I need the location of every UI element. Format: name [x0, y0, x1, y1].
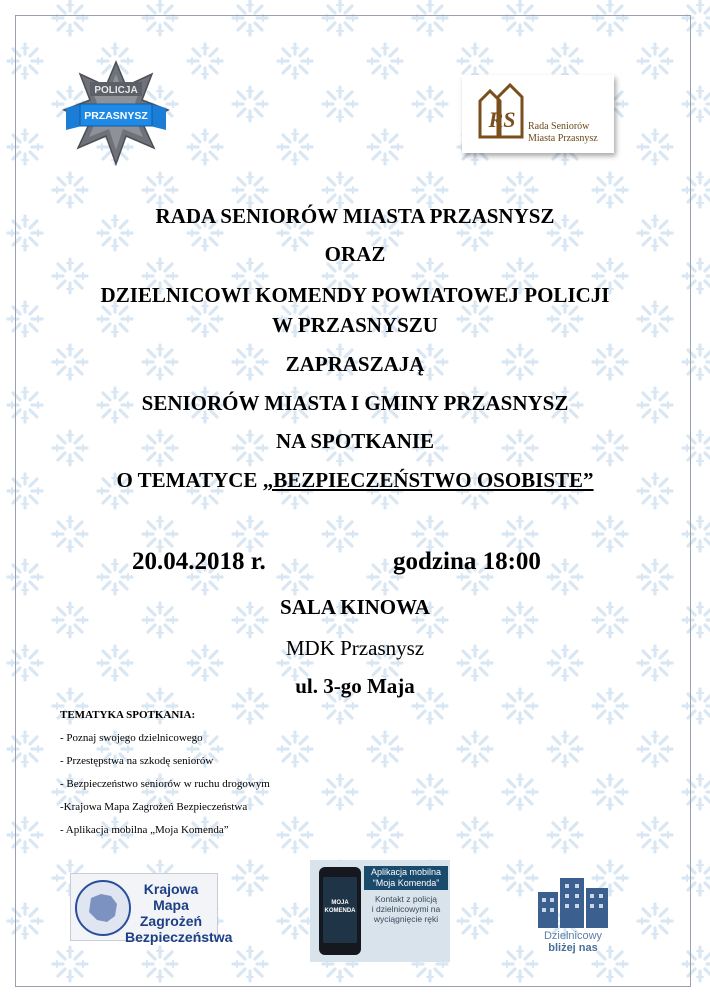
event-place: MDK Przasnysz [285, 636, 425, 660]
rada-line2: Miasta Przasnysz [528, 133, 598, 144]
heading-line-5: ZAPRASZAJĄ [285, 352, 425, 376]
phone-app-label [323, 899, 357, 915]
phone-screen [323, 877, 357, 943]
heading-line-6: SENIORÓW MIASTA I GMINY PRZASNYSZ [141, 391, 569, 415]
topics-title: TEMATYKA SPOTKANIA: [60, 709, 196, 721]
krajowa-mapa-badge [70, 873, 233, 945]
phone-line2: KOMENDA [324, 908, 356, 914]
phone-line1: MOJA [331, 900, 349, 906]
buildings-icon [536, 874, 610, 930]
heading-line-1: RADA SENIORÓW MIASTA PRZASNYSZ [155, 204, 555, 228]
dzielnicowy-badge [528, 874, 618, 960]
heading-line-8 [0, 467, 710, 493]
poland-map-icon [75, 880, 131, 936]
topic-title: „BEZPIECZEŃSTWO OSOBISTE” [262, 468, 594, 492]
date-time-row [0, 546, 710, 582]
app-desc-line3: wyciągnięcie ręki [373, 914, 439, 924]
heading-line-3: DZIELNICOWI KOMENDY POWIATOWEJ POLICJI [100, 283, 610, 307]
topic-item: -Krajowa Mapa Zagrożeń Bezpieczeństwa [60, 801, 248, 813]
heading-line-4: W PRZASNYSZU [272, 313, 438, 337]
app-desc-line2: i dzielnicowymi na [371, 904, 441, 914]
topic-item: - Poznaj swojego dzielnicowego [60, 732, 203, 744]
app-title-line1: Aplikacja mobilna [370, 867, 442, 877]
police-badge-logo [62, 60, 170, 170]
krajowa-mapa-text [125, 881, 233, 945]
heading-line-7: NA SPOTKANIE [275, 429, 435, 453]
topic-prefix: O TEMATYCE [116, 468, 263, 492]
topic-item: - Aplikacja mobilna „Moja Komenda” [60, 824, 229, 836]
map-line3: Bezpieczeństwa [125, 929, 233, 945]
rada-seniorow-emblem [476, 81, 528, 145]
app-title [364, 866, 448, 890]
app-description [364, 894, 448, 924]
event-time: godzina 18:00 [393, 548, 541, 575]
moja-komenda-badge [310, 860, 450, 962]
event-street: ul. 3-go Maja [295, 674, 415, 698]
app-title-line2: “Moja Komenda” [372, 878, 440, 888]
topic-item: - Bezpieczeństwo seniorów w ruchu drogowym [60, 778, 270, 790]
event-date: 20.04.2018 r. [132, 548, 266, 575]
map-line1: Krajowa Mapa [143, 881, 199, 913]
police-badge-city: PRZASNYSZ [84, 110, 148, 122]
dz-line2: bliżej nas [548, 942, 598, 954]
dz-line1: Dzielnicowy [543, 930, 603, 942]
heading-line-2: ORAZ [324, 242, 386, 266]
rada-seniorow-text [528, 121, 608, 145]
rada-mark: RS [488, 107, 516, 132]
topic-item: - Przestępstwa na szkodę seniorów [60, 755, 214, 767]
rada-line1: Rada Seniorów [528, 121, 590, 132]
topics-section [60, 708, 270, 837]
dzielnicowy-text [528, 930, 618, 954]
phone-icon [319, 867, 361, 955]
police-badge-text: POLICJA [94, 85, 138, 96]
event-venue: SALA KINOWA [280, 595, 430, 619]
rada-seniorow-logo [462, 75, 614, 153]
map-line2: Zagrożeń [139, 913, 203, 929]
app-desc-line1: Kontakt z policją [375, 894, 437, 904]
